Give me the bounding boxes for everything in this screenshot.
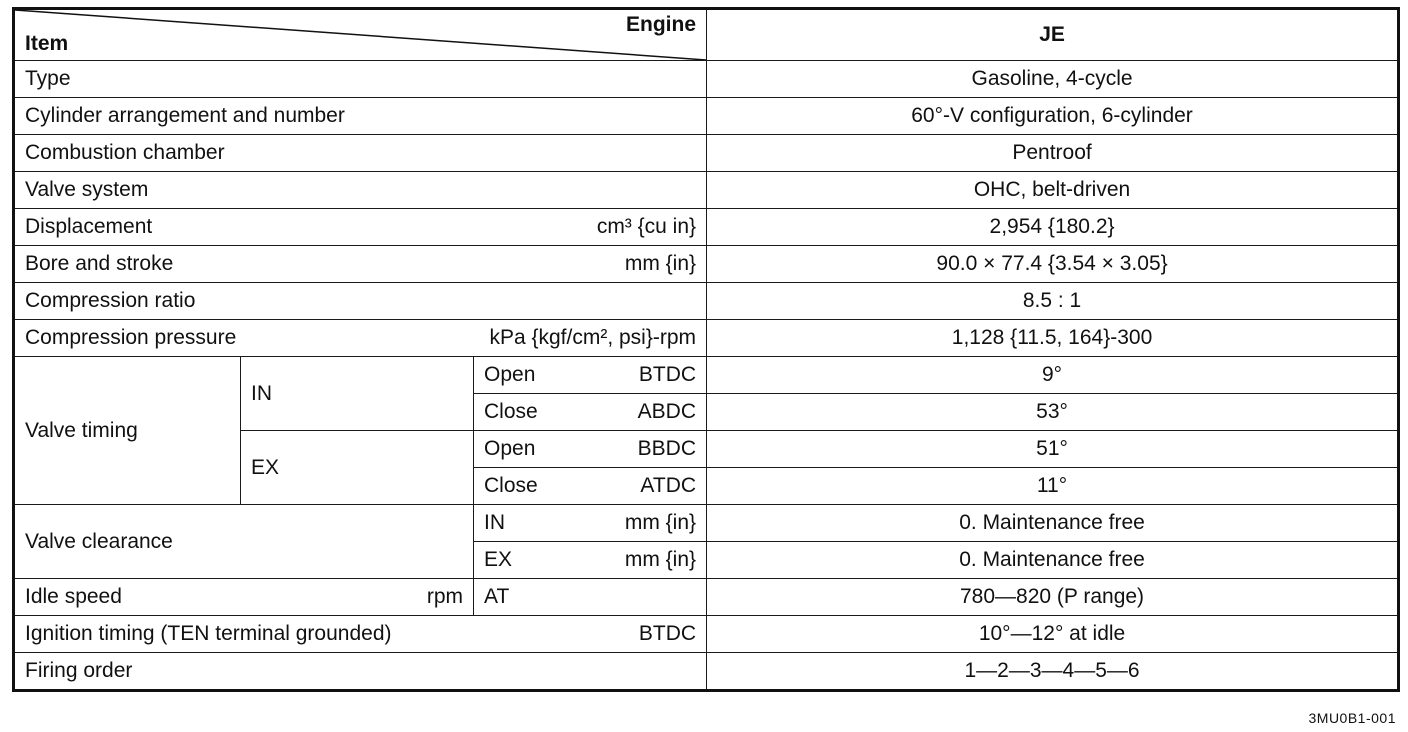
- clearance-ex-value: 0. Maintenance free: [707, 542, 1399, 579]
- combustion-label: Combustion chamber: [14, 135, 707, 172]
- cylinder-label: Cylinder arrangement and number: [14, 98, 707, 135]
- in-open-phase: Open: [484, 363, 536, 386]
- clearance-in-value: 0. Maintenance free: [707, 505, 1399, 542]
- row-ignition: [14, 616, 1399, 653]
- in-close-ref: ABDC: [637, 400, 697, 423]
- firing-label: Firing order: [14, 653, 707, 691]
- ex-open-phase: Open: [484, 437, 536, 460]
- clearance-in-unit: mm {in}: [624, 511, 697, 534]
- row-valve-system: [14, 172, 1399, 209]
- row-comp-ratio: [14, 283, 1399, 320]
- clearance-ex-side: EX: [484, 548, 513, 571]
- row-valve-timing-in-open: [14, 357, 1399, 394]
- combustion-value: Pentroof: [707, 135, 1399, 172]
- valve-system-label: Valve system: [14, 172, 707, 209]
- bore-value: 90.0 × 77.4 {3.54 × 3.05}: [707, 246, 1399, 283]
- idle-unit: rpm: [426, 585, 463, 608]
- comp-pressure-unit: kPa {kgf/cm², psi}-rpm: [489, 326, 697, 349]
- ignition-label: Ignition timing (TEN terminal grounded): [25, 622, 392, 645]
- row-type: [14, 61, 1399, 98]
- in-close-value: 53°: [707, 394, 1399, 431]
- row-firing: [14, 653, 1399, 691]
- ex-close-phase: Close: [484, 474, 538, 497]
- idle-value: 780—820 (P range): [707, 579, 1399, 616]
- ex-close-ref: ATDC: [640, 474, 697, 497]
- valve-system-value: OHC, belt-driven: [707, 172, 1399, 209]
- comp-pressure-value: 1,128 {11.5, 164}-300: [707, 320, 1399, 357]
- clearance-ex-unit: mm {in}: [624, 548, 697, 571]
- ignition-ref: BTDC: [638, 622, 697, 645]
- type-value: Gasoline, 4-cycle: [707, 61, 1399, 98]
- ignition-cell: [14, 616, 707, 653]
- valve-timing-label: Valve timing: [14, 357, 241, 505]
- ex-open-cell: [474, 431, 707, 468]
- clearance-in-side: IN: [484, 511, 505, 534]
- idle-cell: [14, 579, 474, 616]
- in-close-cell: [474, 394, 707, 431]
- header-item-label: Item: [25, 32, 69, 55]
- header-diagonal-cell: [14, 9, 707, 61]
- header-model: JE: [707, 9, 1399, 61]
- diagonal-line: [15, 10, 706, 60]
- idle-label: Idle speed: [25, 585, 122, 608]
- type-label: Type: [14, 61, 707, 98]
- ex-close-value: 11°: [707, 468, 1399, 505]
- figure-code: 3MU0B1-001: [1308, 710, 1396, 726]
- displacement-cell: [14, 209, 707, 246]
- clearance-in-cell: [474, 505, 707, 542]
- row-displacement: [14, 209, 1399, 246]
- displacement-label: Displacement: [25, 215, 153, 238]
- displacement-value: 2,954 {180.2}: [707, 209, 1399, 246]
- comp-ratio-value: 8.5 : 1: [707, 283, 1399, 320]
- bore-label: Bore and stroke: [25, 252, 174, 275]
- comp-pressure-cell: [14, 320, 707, 357]
- valve-timing-ex: EX: [241, 431, 474, 505]
- in-close-phase: Close: [484, 400, 538, 423]
- firing-value: 1—2—3—4—5—6: [707, 653, 1399, 691]
- bore-cell: [14, 246, 707, 283]
- engine-spec-table: [12, 7, 1400, 692]
- header-engine-label: Engine: [626, 13, 697, 36]
- bore-unit: mm {in}: [624, 252, 697, 275]
- ex-open-value: 51°: [707, 431, 1399, 468]
- idle-trans: AT: [474, 579, 707, 616]
- header-row: [14, 9, 1399, 61]
- in-open-cell: [474, 357, 707, 394]
- ignition-value: 10°—12° at idle: [707, 616, 1399, 653]
- valve-timing-in: IN: [241, 357, 474, 431]
- valve-clearance-label: Valve clearance: [14, 505, 474, 579]
- row-cylinder: [14, 98, 1399, 135]
- comp-pressure-label: Compression pressure: [25, 326, 237, 349]
- in-open-value: 9°: [707, 357, 1399, 394]
- displacement-unit: cm³ {cu in}: [596, 215, 697, 238]
- clearance-ex-cell: [474, 542, 707, 579]
- ex-close-cell: [474, 468, 707, 505]
- cylinder-value: 60°-V configuration, 6-cylinder: [707, 98, 1399, 135]
- row-idle: [14, 579, 1399, 616]
- ex-open-ref: BBDC: [637, 437, 697, 460]
- comp-ratio-label: Compression ratio: [14, 283, 707, 320]
- row-valve-clearance-in: [14, 505, 1399, 542]
- row-bore: [14, 246, 1399, 283]
- row-comp-pressure: [14, 320, 1399, 357]
- row-combustion: [14, 135, 1399, 172]
- in-open-ref: BTDC: [638, 363, 697, 386]
